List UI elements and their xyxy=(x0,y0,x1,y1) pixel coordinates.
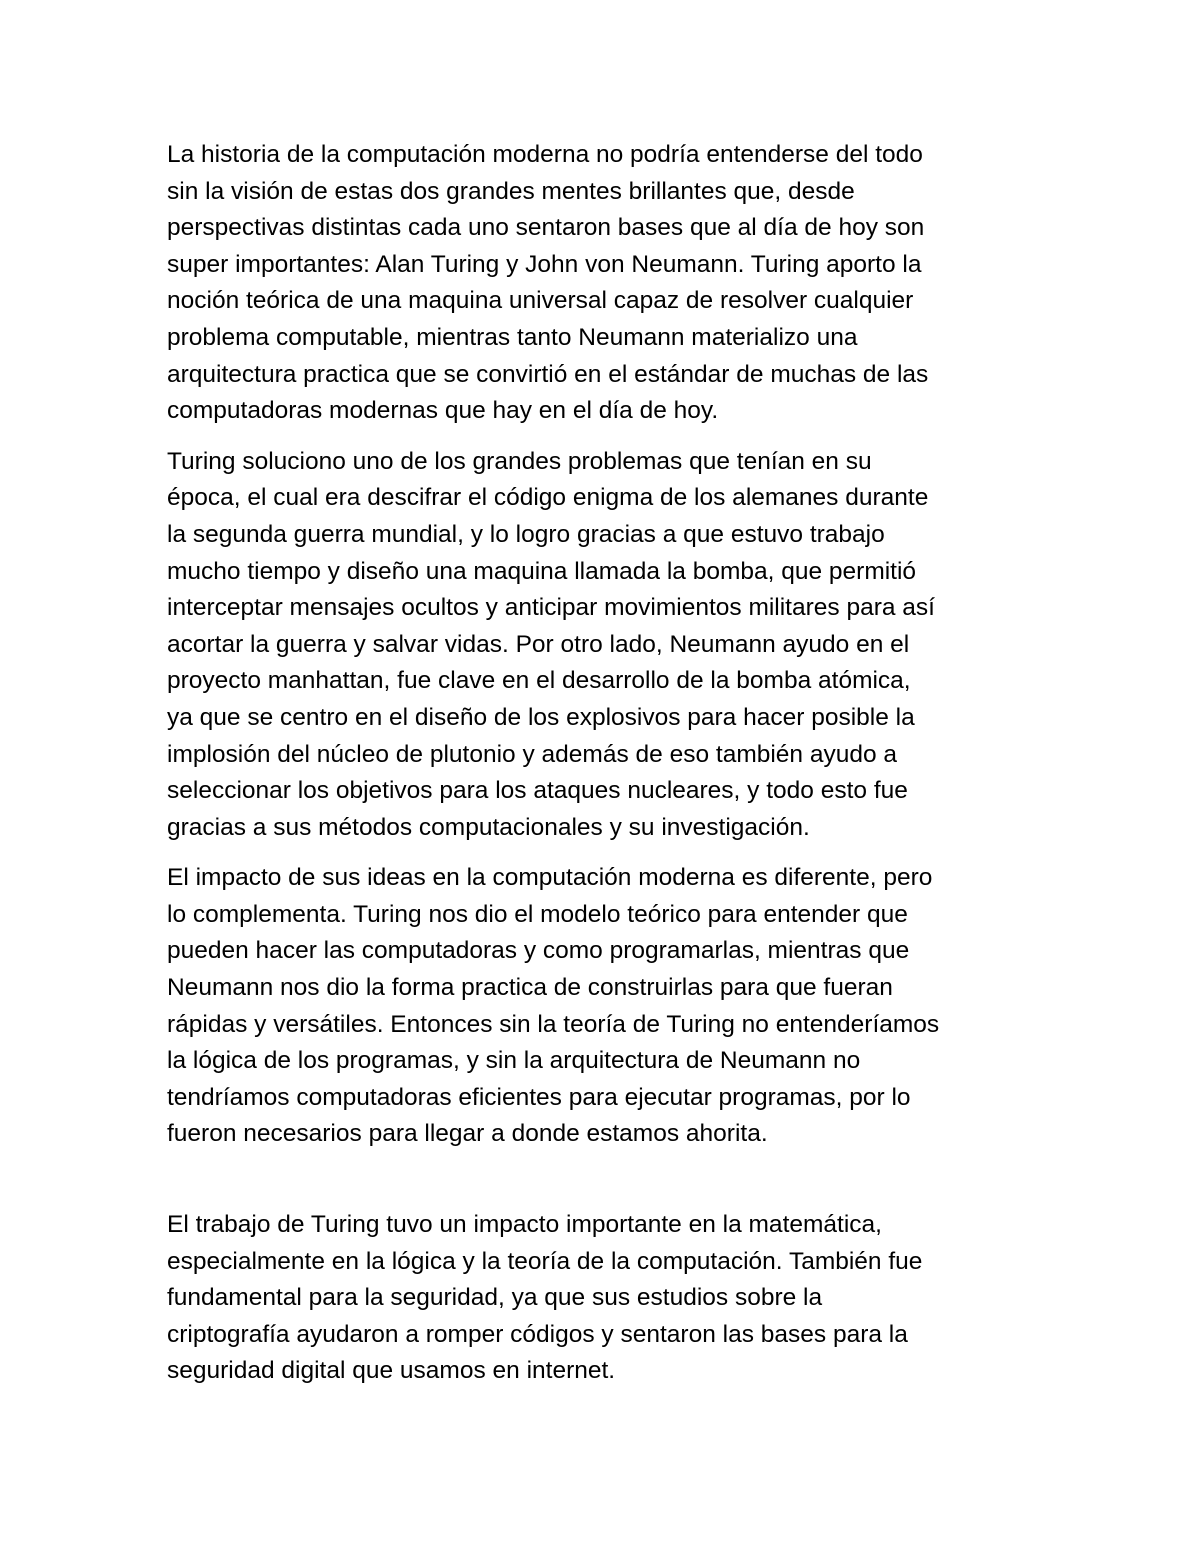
paragraph-impact: El impacto de sus ideas en la computación moderna es diferente, pero lo complementa. Turing nos dio el modelo teórico para entender que pueden hacer las computadoras y como programarlas, mientras que Neumann nos dio la forma practica de construirlas para que fueran rápidas y versátiles. Entonces sin la teoría de Turing no entenderíamos la lógica de los programas, y sin la arquitectura de Neumann no tendríamos computadoras eficientes para ejecutar programas, por lo fueron necesarios para llegar a donde estamos ahorita. xyxy=(167,864,940,1148)
document-page xyxy=(167,137,1047,1404)
paragraph-intro: La historia de la computación moderna no podría entenderse del todo sin la visión de estas dos grandes mentes brillantes que, desde perspectivas distintas cada uno sentaron bases que al día de hoy son super importantes: Alan Turing y John von Neumann. Turing aporto la noción teórica de una maquina universal capaz de resolver cualquier problema computable, mientras tanto Neumann materializo una arquitectura practica que se convirtió en el estándar de muchas de las computadoras modernas que hay en el día de hoy. xyxy=(167,141,929,425)
paragraph-achievements: Turing soluciono uno de los grandes problemas que tenían en su época, el cual era descifrar el código enigma de los alemanes durante la segunda guerra mundial, y lo logro gracias a que estuvo trabajo mucho tiempo y diseño una maquina llamada la bomba, que permitió interceptar mensajes ocultos y anticipar movimientos militares para así acortar la guerra y salvar vidas. Por otro lado, Neumann ayudo en el proyecto manhattan, fue clave en el desarrollo de la bomba atómica, ya que se centro en el diseño de los explosivos para hacer posible la implosión del núcleo de plutonio y además de eso también ayudo a seleccionar los objetivos para los ataques nucleares, y todo esto fue gracias a sus métodos computacionales y su investigación. xyxy=(167,447,935,841)
paragraph-mathematics: El trabajo de Turing tuvo un impacto importante en la matemática, especialmente en la lógica y la teoría de la computación. También fue fundamental para la seguridad, ya que sus estudios sobre la criptografía ayudaron a romper códigos y sentaron las bases para la seguridad digital que usamos en internet. xyxy=(167,1211,923,1385)
